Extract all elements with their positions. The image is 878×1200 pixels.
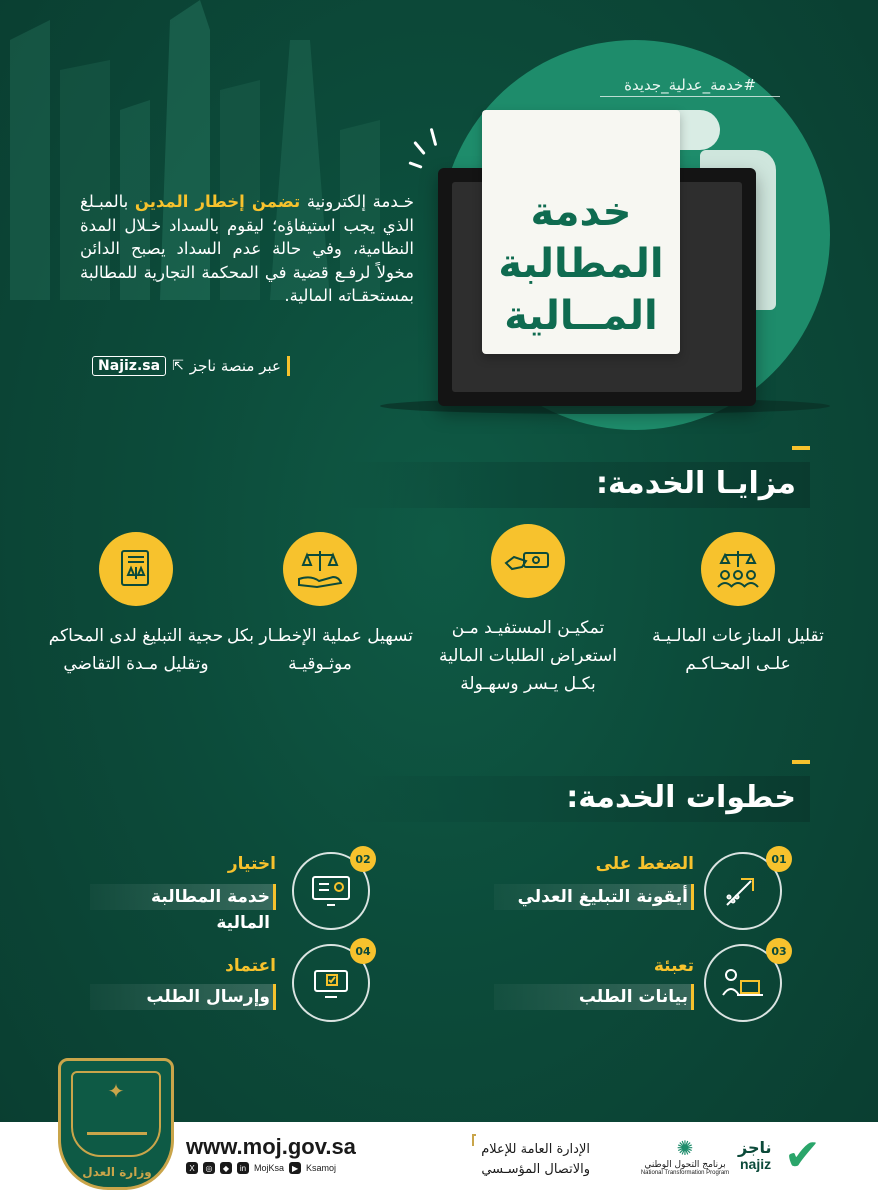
palm-icon: ✦ [107,1079,125,1103]
intro-paragraph [80,190,414,308]
platform-link[interactable] [80,354,290,378]
media-department [440,1140,590,1180]
step-cap [691,984,694,1010]
benefit-text: تقليل المنازعات المالـيـة علـى المحـاكـم [652,626,824,674]
benefit-item [638,532,838,722]
ntp-english: National Transformation Program [640,1170,730,1176]
dept-line2: والاتصال المؤسـسي [481,1162,590,1177]
service-title-line3: المــالية [504,293,658,339]
benefit-text: حجية التبليغ لدى المحاكم وتقليل مـدة التقاضي [48,626,224,674]
step-number: 01 [766,846,792,872]
ministry-emblem [58,1058,174,1190]
emblem-scale [87,1109,147,1135]
benefit-item [220,532,420,722]
step-cap [691,884,694,910]
ministry-name: وزارة العدل [82,1165,152,1179]
dept-line1: الإدارة العامة للإعلام [481,1142,590,1157]
benefit-text: تسهيل عملية الإخطـار بكل موثـوقيـة [226,626,414,674]
monitor-list-icon [309,873,353,909]
step-cap [273,884,276,910]
intro-highlight: تضمن إخطار المدين [134,192,301,211]
service-title-line2: المطالبة [498,241,664,287]
step-item [0,846,380,936]
scroll-scales-icon [99,532,173,606]
header-tick [792,760,810,764]
benefits-title: مزايـا الخدمة: [595,466,796,501]
step-detail: خدمة المطالبة المالية [90,884,276,910]
step-item [420,846,800,936]
step-number: 03 [766,938,792,964]
youtube-icon[interactable]: ▶ [289,1162,301,1174]
spark-line [430,128,438,146]
linkedin-icon[interactable]: in [237,1162,249,1174]
platform-bar [287,356,290,376]
ntp-mark-icon: ✺ [676,1136,694,1160]
najiz-check-icon: ✔ [784,1130,821,1181]
step-detail: وإرسال الطلب [90,984,276,1010]
benefit-item [428,524,628,714]
benefit-item [36,532,236,722]
intro-text-start: خـدمة إلكترونية [300,192,415,211]
monitor-check-icon [309,965,353,1001]
step-title: تعبئة [653,956,694,976]
hashtag: #خدمة_عدلية_جديدة [600,76,780,97]
step-title: الضغط على [595,854,694,874]
cursor-click-icon: ⇱ [172,358,184,374]
najiz-arabic: ناجز [738,1138,772,1157]
ntp-arabic: برنامج التحول الوطني [644,1160,726,1170]
website-link[interactable]: www.moj.gov.sa [186,1134,356,1159]
step-title: اختيار [227,854,276,874]
najiz-english: najiz [740,1156,772,1172]
step-item [0,938,380,1028]
step-number: 02 [350,846,376,872]
najiz-badge[interactable]: Najiz.sa [92,356,166,376]
service-title [492,186,670,342]
intro-text-end: بالمبـلغ الذي يجب استيفاؤه؛ ليقوم بالسداد خـلال المدة النظامية، وفي حالة عدم السداد يصبح الدائن مخولاً لرفـع قضية في المحكمة التجارية للمطالبة بمستحقـاته المالية. [80,192,414,305]
scales-people-icon [701,532,775,606]
snapchat-icon[interactable]: ◆ [220,1162,232,1174]
tap-arrow-icon [721,871,765,911]
steps-header [340,776,810,822]
steps-title: خطوات الخدمة: [566,780,796,815]
step-cap [273,984,276,1010]
step-detail: أيقونة التبليغ العدلي [494,884,694,910]
service-title-line1: خدمة [530,189,632,235]
platform-label: عبر منصة ناجز [189,357,281,375]
hand-scales-icon [283,532,357,606]
step-number: 04 [350,938,376,964]
najiz-logo [738,1130,828,1186]
social-links [186,1162,336,1174]
x-icon[interactable]: X [186,1162,198,1174]
social-handle[interactable]: MojKsa [254,1163,285,1173]
step-detail: بيانات الطلب [494,984,694,1010]
instagram-icon[interactable]: ◎ [203,1162,215,1174]
social-handle[interactable]: Ksamoj [306,1163,337,1173]
ntp-logo [640,1136,730,1176]
person-laptop-icon [721,963,765,1003]
hand-money-icon [491,524,565,598]
step-item [420,938,800,1028]
step-title: اعتماد [225,956,276,976]
benefit-text: تمكيـن المستفيـد مـن استعراض الطلبات المالية بكـل يـسر وسهـولة [439,618,617,694]
benefits-header [340,462,810,508]
header-tick [792,446,810,450]
